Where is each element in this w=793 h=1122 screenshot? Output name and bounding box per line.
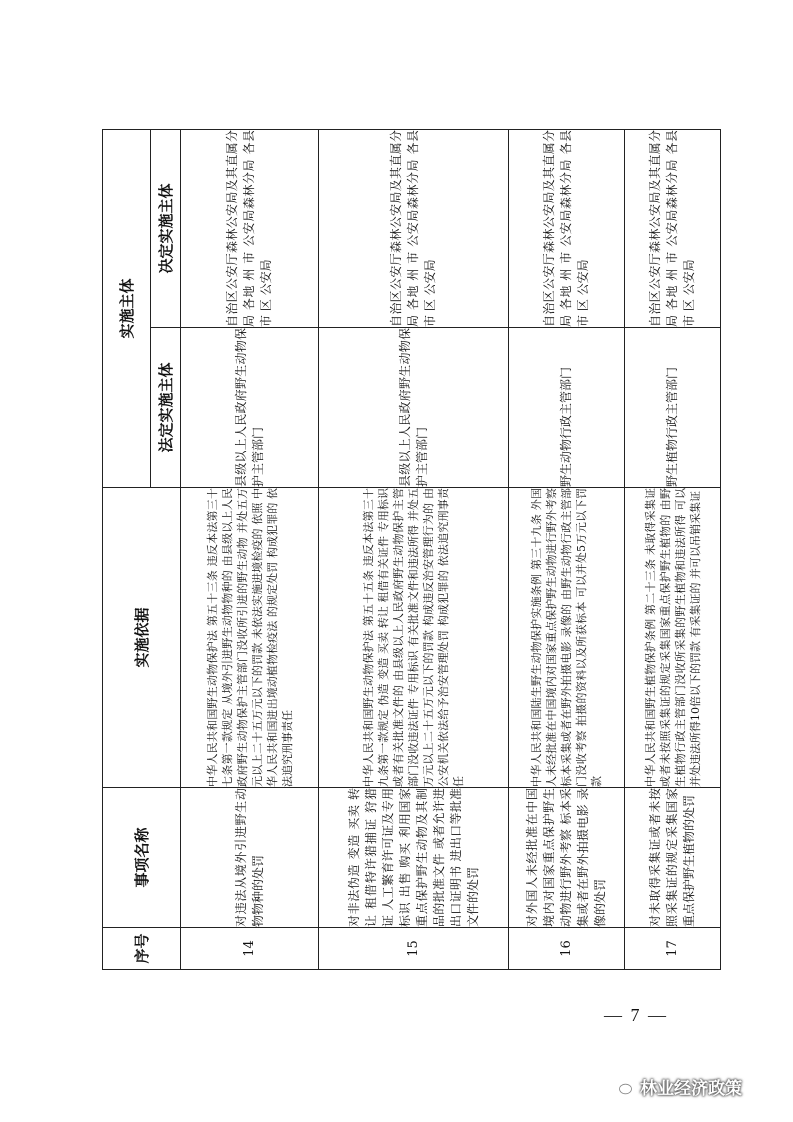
row-item-name: 对违法从境外引进野生动物物种的处罚: [181, 788, 319, 928]
table-row: [181, 129, 319, 969]
row-legal-subject: 县级以上人民政府野生动物保护主管部门: [319, 328, 509, 488]
row-item-name: 对非法伪造 变造 买卖 转让 租借特许猎捕证 狩猎证 人工繁育许可证及专用标识 出售 购买 利用国家重点保护野生动物及其制品的批准文件 或者允许进出口证明书 进出口等批准文件的处罚: [319, 788, 509, 928]
row-decision-subject: 自治区公安厅森林公安局及其直属分局 各地 州 市 公安局森林分局 各县 市 区 公安局: [509, 129, 625, 327]
header-basis: 实施依据: [103, 488, 181, 788]
watermark-text: 林业经济政策: [640, 1079, 742, 1099]
row-number: 15: [319, 928, 509, 970]
header-subject: 实施主体: [103, 129, 151, 487]
row-decision-subject: 自治区公安厅森林公安局及其直属分局 各地 州 市 公安局森林分局 各县 市 区 公安局: [181, 129, 319, 327]
table-row: [625, 129, 721, 969]
row-legal-subject: 野生动物行政主管部门: [509, 328, 625, 488]
row-legal-subject: 县级以上人民政府野生动物保护主管部门: [181, 328, 319, 488]
wechat-icon: [610, 1075, 634, 1099]
wechat-watermark: [610, 1074, 742, 1099]
header-item-name: 事项名称: [103, 788, 181, 928]
header-decision-subject: 决定实施主体: [151, 129, 181, 327]
rotated-document-table: [102, 129, 702, 970]
row-decision-subject: 自治区公安厅森林公安局及其直属分局 各地 州 市 公安局森林分局 各县 市 区 公安局: [319, 129, 509, 327]
row-basis: 中华人民共和国野生动物保护法 第五十三条 违反本法第三十七条第一款规定 从境外引进野生动物物种的 由县级以上人民政府野生动物保护主管部门没收所引进的野生动物 并处五万元以上二十五万元以下的罚款 未依法实施进境检疫的 依照 中华人民共和国进出境动植物检疫法 的规定处罚 构成犯罪的 依法追究刑事责任: [181, 488, 319, 788]
row-number: 14: [181, 928, 319, 970]
row-number: 16: [509, 928, 625, 970]
row-item-name: 对外国人未经批准在中国境内对国家重点保护野生动物进行野外考察 标本采集或者在野外拍摄电影 录像的处罚: [509, 788, 625, 928]
table-row: [319, 129, 509, 969]
table-row: [509, 129, 625, 969]
row-number: 17: [625, 928, 721, 970]
page-number: — 7 —: [604, 1005, 668, 1025]
row-legal-subject: 野生植物行政主管部门: [625, 328, 721, 488]
enforcement-table: [102, 129, 721, 970]
header-legal-subject: 法定实施主体: [151, 328, 181, 488]
row-item-name: 对未取得采集证或者未按照采集证的规定采集国家重点保护野生植物的处罚: [625, 788, 721, 928]
row-decision-subject: 自治区公安厅森林公安局及其直属分局 各地 州 市 公安局森林分局 各县 市 区 公安局: [625, 129, 721, 327]
row-basis: 中华人民共和国野生动物保护法 第五十五条 违反本法第三十九条第一款规定 伪造 变造 买卖 转让 租借有关证件 专用标识或者有关批准文件的 由县级以上人民政府野生动物保护主管部门没收违法证件 专用标识 有关批准文件和违法所得 并处五万元以上二十五万元以下的罚款 构成违反治安管理行为的 由公安机关依法给予治安管理处罚 构成犯罪的 依法追究刑事责任: [319, 488, 509, 788]
row-basis: 中华人民共和国陆生野生动物保护实施条例 第三十九条 外国人未经批准在中国境内对国家重点保护野生动物进行野外考察 标本采集或者在野外拍摄电影 录像的 由野生动物行政主管部门没收考察 拍摄的资料以及所获标本 可以并处5万元以下罚款: [509, 488, 625, 788]
header-seq: 序号: [103, 928, 181, 970]
row-basis: 中华人民共和国野生植物保护条例 第二十三条 未取得采集证或者未按照采集证的规定采集国家重点保护野生植物的 由野生植物行政主管部门没收所采集的野生植物和违法所得 可以并处违法所得10倍以下的罚款 有采集证的 并可以吊销采集证: [625, 488, 721, 788]
